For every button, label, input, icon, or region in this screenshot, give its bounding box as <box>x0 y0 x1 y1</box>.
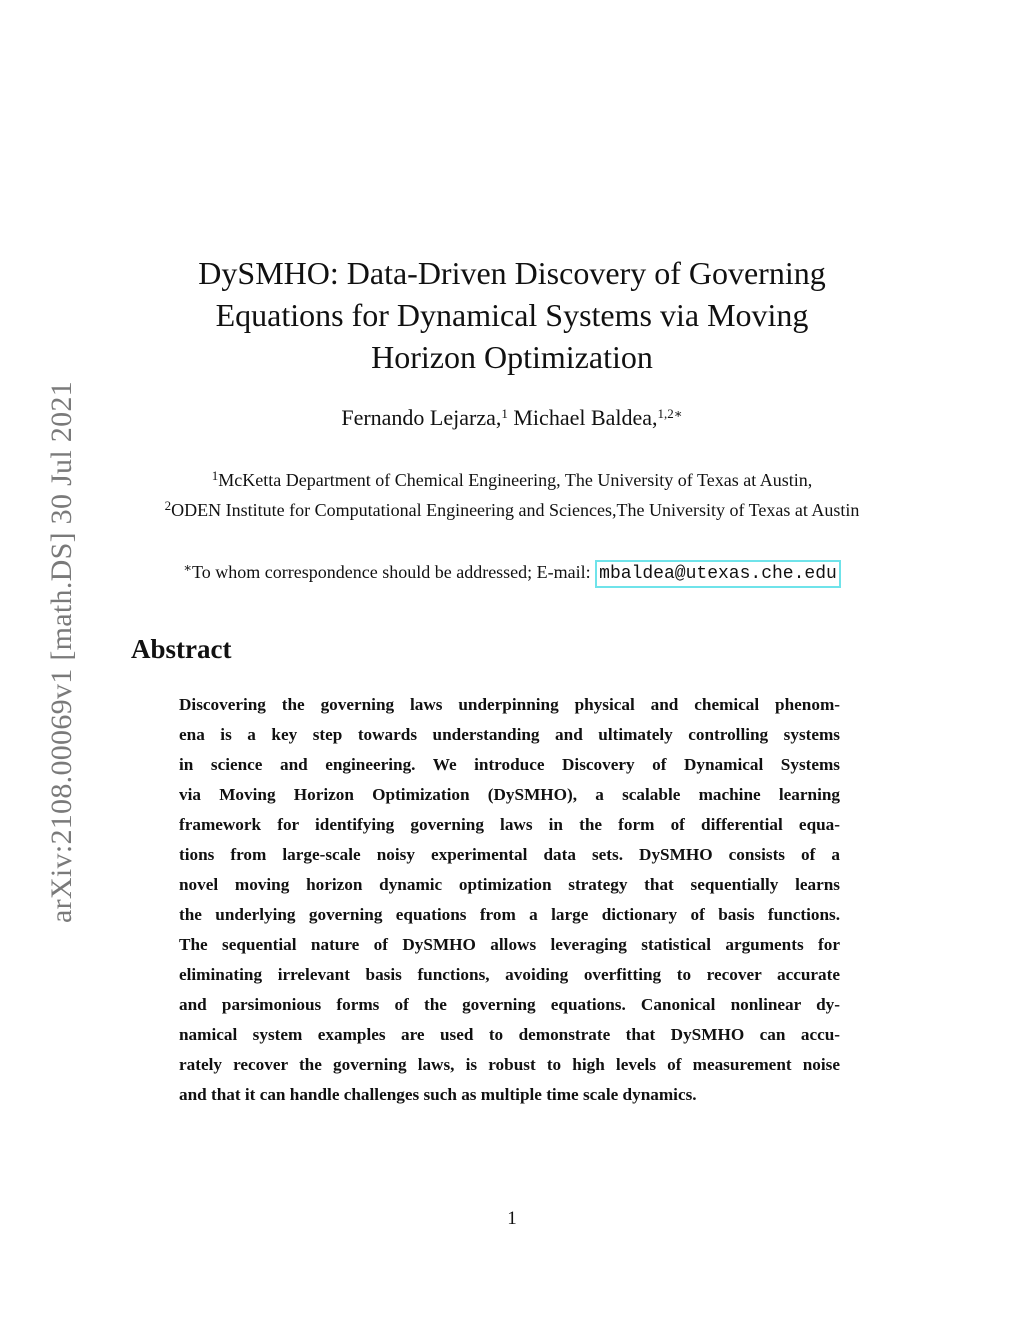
abstract-line: framework for identifying governing laws in the form of differential equa- <box>179 815 840 834</box>
author-affiliation-marker: 1,2∗ <box>657 406 683 421</box>
paper-title <box>0 252 1024 378</box>
abstract-line: ena is a key step towards understanding and ultimately controlling systems <box>179 725 840 744</box>
abstract-line: and parsimonious forms of the governing equations. Canonical nonlinear dy- <box>179 995 840 1014</box>
abstract-line: via Moving Horizon Optimization (DySMHO), a scalable machine learning <box>179 785 840 804</box>
affiliation-2 <box>0 498 1024 522</box>
author-list <box>0 404 1024 432</box>
author-name: Michael Baldea, <box>513 405 658 430</box>
abstract-line: tions from large-scale noisy experimental data sets. DySMHO consists of a <box>179 845 840 864</box>
affiliation-text: ODEN Institute for Computational Engineering and Sciences,The University of Texas at Austin <box>171 500 860 520</box>
abstract-line: Discovering the governing laws underpinning physical and chemical phenom- <box>179 695 840 714</box>
affiliation-marker: 2 <box>164 498 172 513</box>
abstract-line: novel moving horizon dynamic optimization strategy that sequentially learns <box>179 875 840 894</box>
correspondence-text: To whom correspondence should be addressed; E-mail: <box>192 562 596 582</box>
title-line: Equations for Dynamical Systems via Moving <box>215 297 809 333</box>
abstract-line: rately recover the governing laws, is robust to high levels of measurement noise <box>179 1055 840 1074</box>
title-line: DySMHO: Data-Driven Discovery of Governing <box>198 255 826 291</box>
abstract-line: and that it can handle challenges such as multiple time scale dynamics. <box>179 1085 697 1104</box>
correspondence-marker: ∗ <box>183 560 193 575</box>
arxiv-identifier-stamp: arXiv:2108.00069v1 [math.DS] 30 Jul 2021 <box>45 381 78 923</box>
affiliation-text: McKetta Department of Chemical Engineering, The University of Texas at Austin, <box>218 470 813 490</box>
abstract-line: The sequential nature of DySMHO allows leveraging statistical arguments for <box>179 935 840 954</box>
page-number: 1 <box>507 1208 517 1229</box>
abstract-line: the underlying governing equations from a large dictionary of basis functions. <box>179 905 840 924</box>
correspondence-note <box>0 558 1024 588</box>
author-affiliation-marker: 1 <box>501 406 508 421</box>
affiliation-1 <box>0 468 1024 492</box>
author-name: Fernando Lejarza, <box>341 405 502 430</box>
abstract-line: eliminating irrelevant basis functions, avoiding overfitting to recover accurate <box>179 965 840 984</box>
affiliation-marker: 1 <box>211 468 219 483</box>
abstract-text <box>179 690 840 1110</box>
email-link[interactable]: mbaldea@utexas.che.edu <box>595 560 841 588</box>
title-line: Horizon Optimization <box>371 339 653 375</box>
abstract-line: namical system examples are used to demonstrate that DySMHO can accu- <box>179 1025 840 1044</box>
abstract-heading: Abstract <box>131 634 232 664</box>
abstract-line: in science and engineering. We introduce Discovery of Dynamical Systems <box>179 755 840 774</box>
